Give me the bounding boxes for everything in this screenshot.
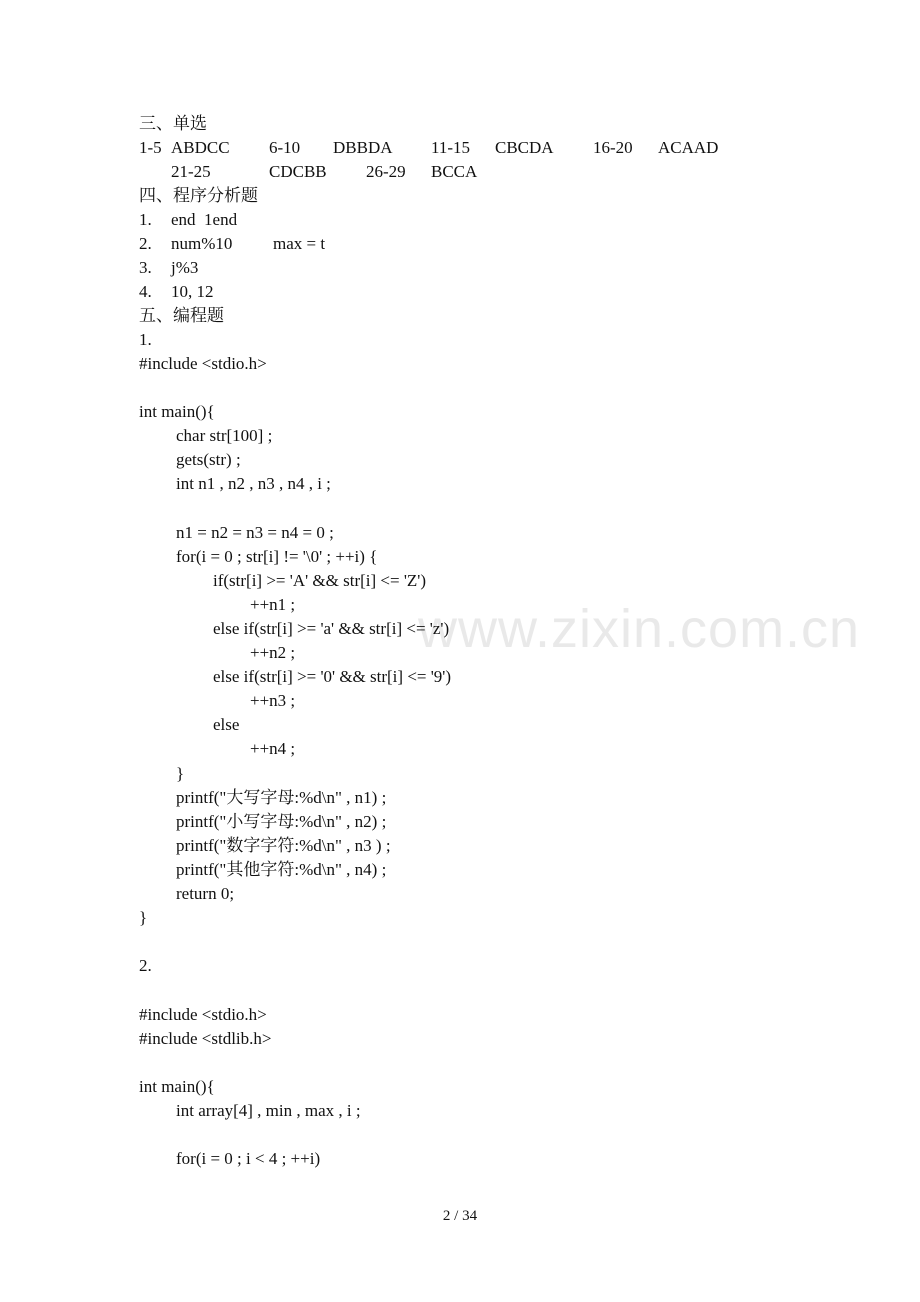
code-line: n1 = n2 = n3 = n4 = 0 ;	[176, 523, 334, 542]
range-label: 6-10	[269, 138, 301, 157]
code-line: printf("小写字母:%d\n" , n2) ;	[176, 812, 387, 831]
analysis-item-2	[139, 232, 539, 256]
code-line: return 0;	[176, 884, 235, 903]
analysis-item-3	[139, 256, 539, 280]
range-answers: CBCDA	[495, 138, 554, 157]
item-answer: 10, 12	[171, 282, 214, 301]
code-line: if(str[i] >= 'A' && str[i] <= 'Z')	[213, 571, 427, 590]
watermark: www.zixin.com.cn	[418, 599, 861, 659]
code-line: else if(str[i] >= '0' && str[i] <= '9')	[213, 667, 452, 686]
code-line: }	[139, 908, 148, 927]
code-line: #include <stdio.h>	[139, 1005, 267, 1024]
item-number: 3.	[139, 258, 152, 277]
page-number	[0, 1206, 920, 1226]
answer-row-2	[139, 160, 779, 184]
code-line: else if(str[i] >= 'a' && str[i] <= 'z')	[213, 619, 450, 638]
item-answer: num%10	[171, 234, 233, 253]
item-answer: end 1end	[171, 210, 238, 229]
code-line: printf("大写字母:%d\n" , n1) ;	[176, 788, 387, 807]
range-answers: BCCA	[431, 162, 478, 181]
range-answers: CDCBB	[269, 162, 327, 181]
code-line: }	[176, 764, 185, 783]
code-line: for(i = 0 ; str[i] != '\0' ; ++i) {	[176, 547, 378, 566]
code-line: for(i = 0 ; i < 4 ; ++i)	[176, 1149, 321, 1168]
code-line: char str[100] ;	[176, 426, 273, 445]
range-label: 21-25	[171, 162, 211, 181]
page-separator: /	[454, 1208, 459, 1224]
code-line: printf("数字字符:%d\n" , n3 ) ;	[176, 836, 391, 855]
code-line: ++n3 ;	[250, 691, 296, 710]
range-label: 26-29	[366, 162, 406, 181]
code-line: #include <stdlib.h>	[139, 1029, 272, 1048]
program-2-label: 2.	[139, 956, 152, 975]
range-label: 16-20	[593, 138, 633, 157]
range-answers: DBBDA	[333, 138, 393, 157]
code-line: ++n2 ;	[250, 643, 296, 662]
section-title-program-analysis: 四、程序分析题	[139, 186, 258, 205]
item-answer: j%3	[171, 258, 199, 277]
range-label: 1-5	[139, 138, 162, 157]
code-line: else	[213, 715, 240, 734]
analysis-item-1	[139, 208, 539, 232]
item-answer-2: max = t	[273, 234, 326, 253]
code-line: ++n1 ;	[250, 595, 296, 614]
code-line: int n1 , n2 , n3 , n4 , i ;	[176, 474, 331, 493]
code-line: ++n4 ;	[250, 739, 296, 758]
current-page: 2	[442, 1208, 451, 1224]
range-label: 11-15	[431, 138, 471, 157]
code-line: gets(str) ;	[176, 450, 241, 469]
item-number: 1.	[139, 210, 152, 229]
item-number: 4.	[139, 282, 152, 301]
section-title-single-choice: 三、单选	[139, 114, 207, 133]
range-answers: ACAAD	[658, 138, 719, 157]
analysis-item-4	[139, 280, 539, 304]
total-pages: 34	[462, 1208, 478, 1224]
answer-row-1	[139, 136, 779, 160]
code-line: int main(){	[139, 1077, 215, 1096]
code-line: #include <stdio.h>	[139, 354, 267, 373]
code-line: printf("其他字符:%d\n" , n4) ;	[176, 860, 387, 879]
section-title-programming: 五、编程题	[139, 306, 224, 325]
program-1-label: 1.	[139, 330, 152, 349]
code-line: int main(){	[139, 402, 215, 421]
range-answers: ABDCC	[171, 138, 230, 157]
item-number: 2.	[139, 234, 152, 253]
code-line: int array[4] , min , max , i ;	[176, 1101, 361, 1120]
